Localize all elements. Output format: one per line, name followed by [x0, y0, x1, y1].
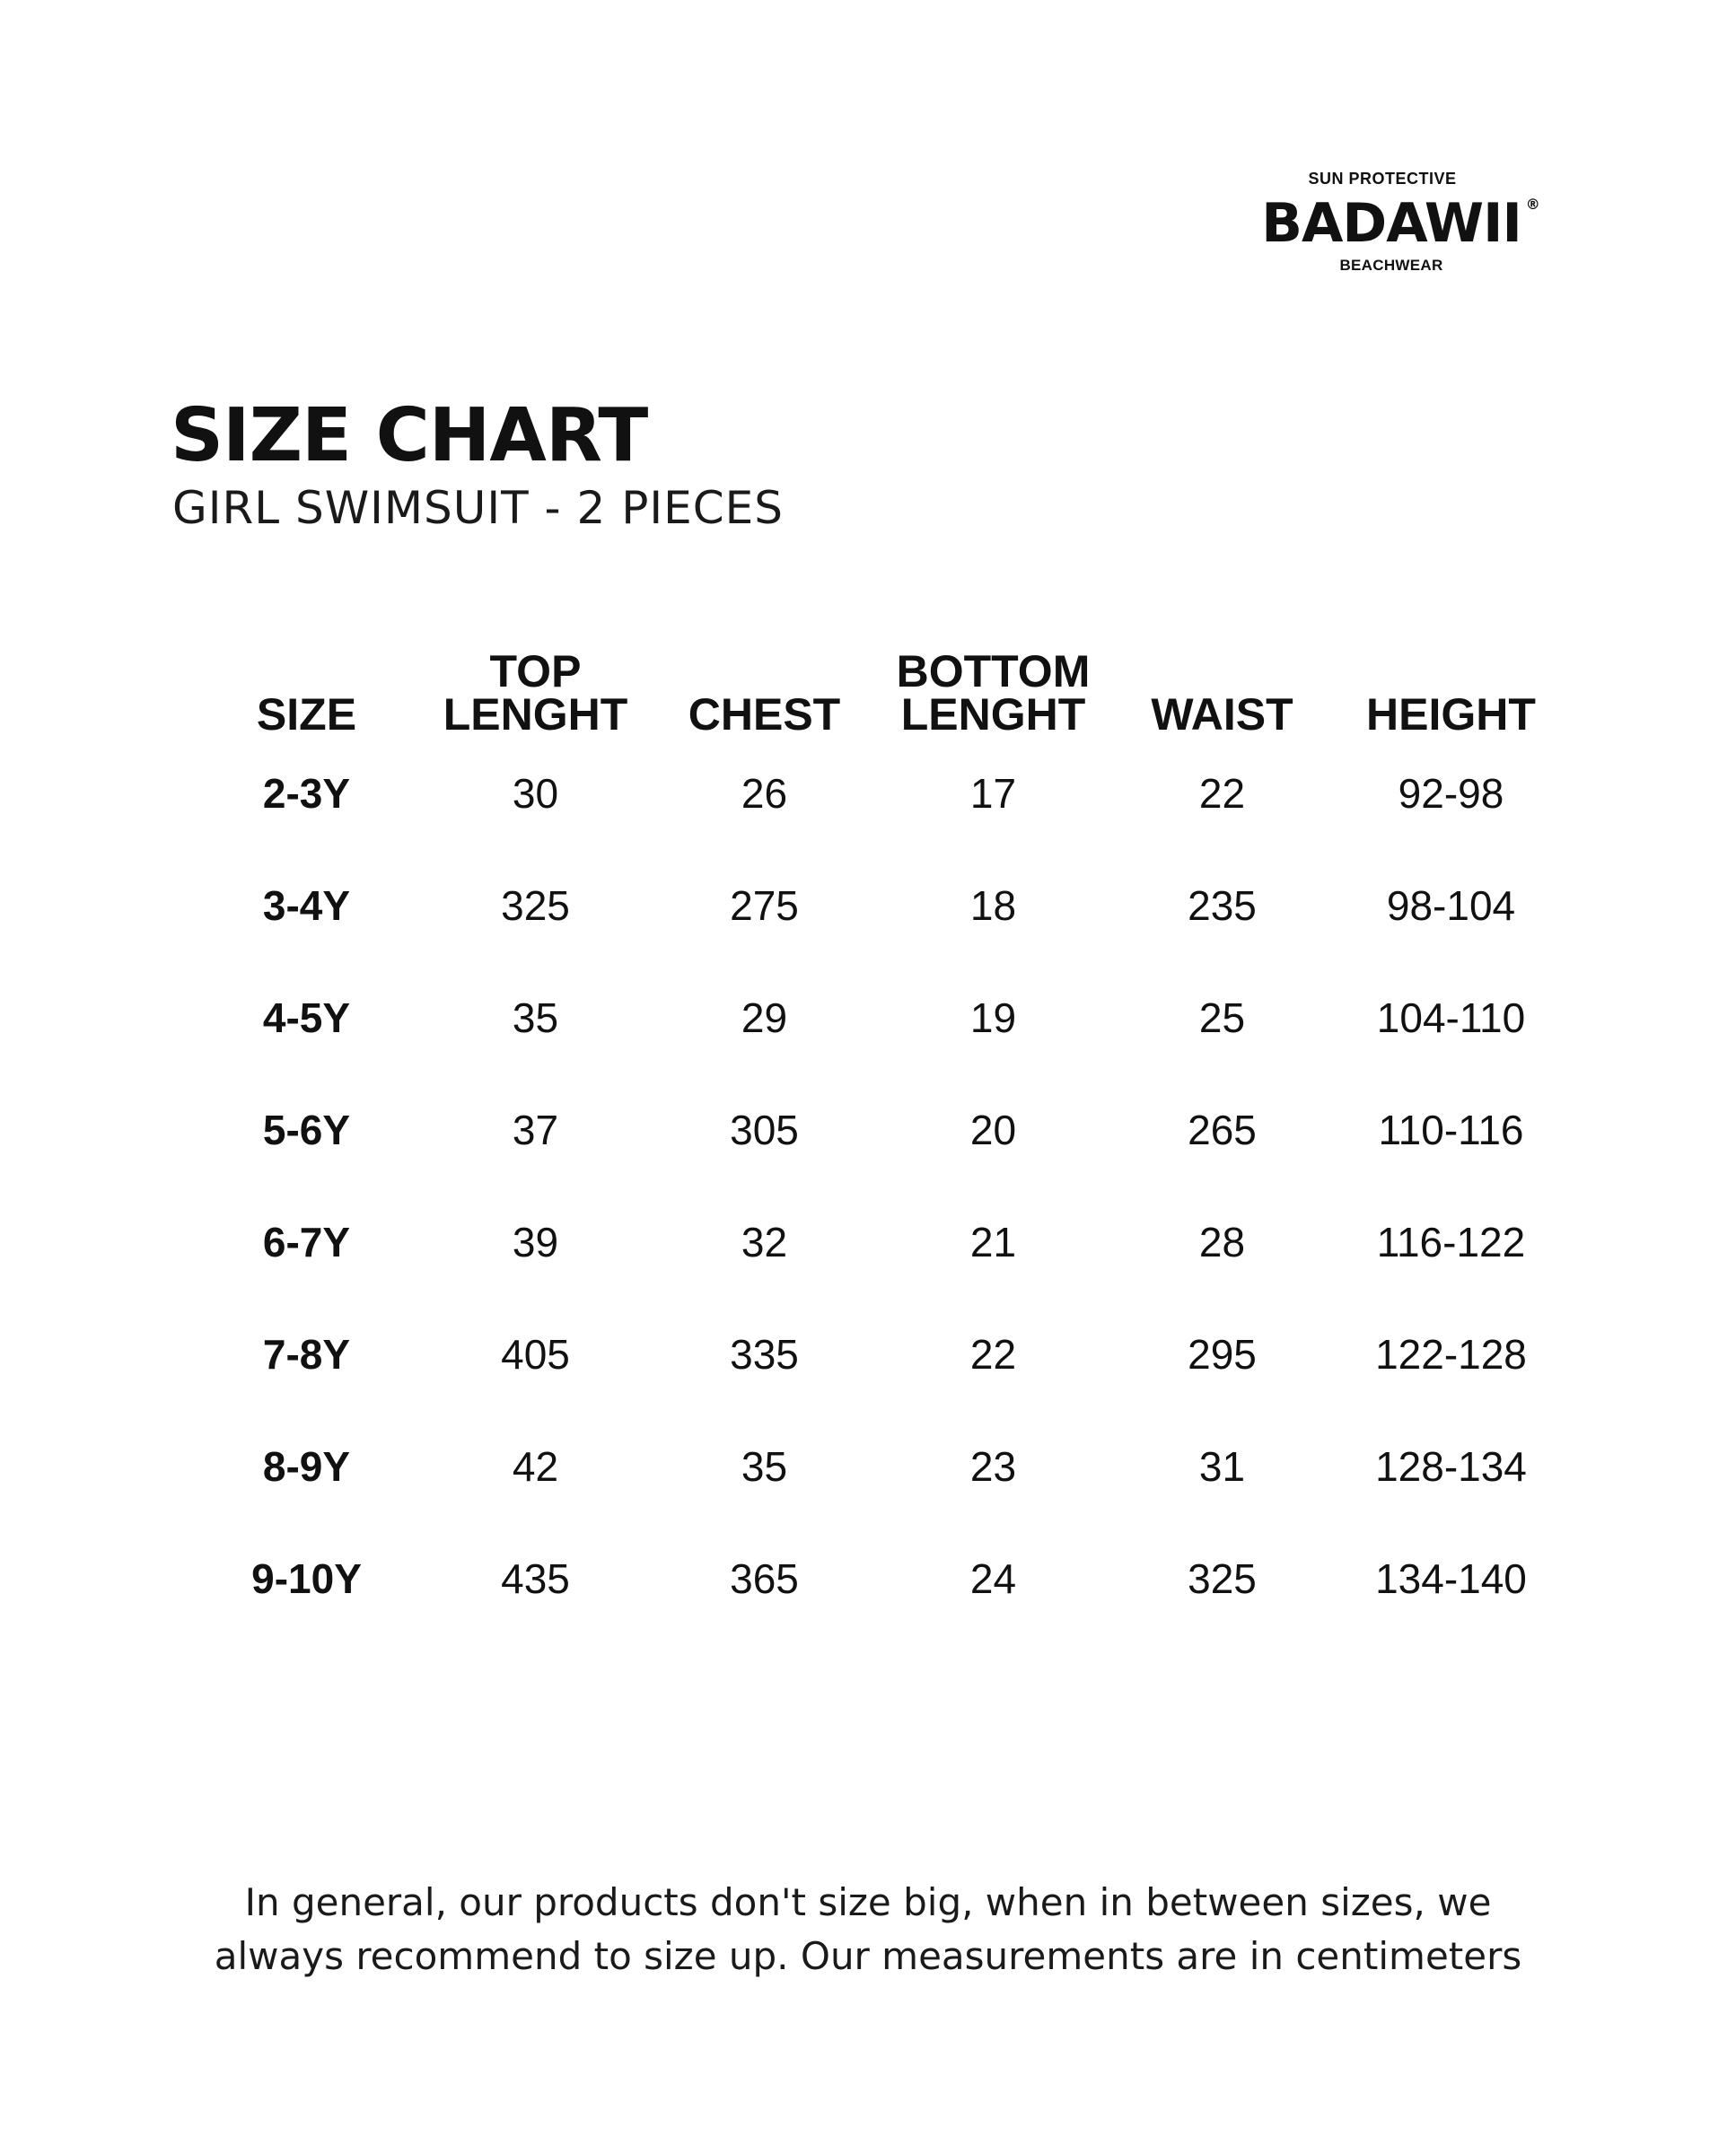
- brand-logo: [1252, 169, 1539, 275]
- cell-bottom-length: 21: [969, 1218, 1017, 1265]
- header-chest: [650, 689, 879, 740]
- cell-top-length: 42: [512, 1442, 559, 1490]
- cell-bottom-length: 23: [969, 1442, 1017, 1490]
- table-row: [192, 961, 1565, 1073]
- header-top-length-line2: LENGHT: [443, 689, 628, 740]
- cell-waist: 28: [1198, 1218, 1246, 1265]
- cell-chest: 305: [730, 1106, 799, 1153]
- table-row: [192, 1522, 1565, 1634]
- table-row: [192, 738, 1565, 849]
- cell-bottom-length: 19: [969, 994, 1017, 1041]
- cell-bottom-length: 24: [969, 1554, 1017, 1602]
- cell-chest: 335: [730, 1330, 799, 1378]
- cell-top-length: 325: [501, 881, 570, 929]
- cell-height: 110-116: [1378, 1106, 1524, 1153]
- cell-height: 128-134: [1375, 1442, 1527, 1490]
- page-title: SIZE CHART: [171, 393, 648, 478]
- cell-size: 6-7Y: [262, 1218, 351, 1265]
- header-height: [1337, 689, 1565, 740]
- cell-size: 8-9Y: [262, 1442, 351, 1490]
- cell-waist: 265: [1188, 1106, 1257, 1153]
- header-waist: [1108, 689, 1337, 740]
- table-row: [192, 1410, 1565, 1522]
- cell-size: 9-10Y: [251, 1554, 362, 1602]
- cell-height: 116-122: [1376, 1218, 1526, 1265]
- page-subtitle: GIRL SWIMSUIT - 2 PIECES: [172, 482, 784, 534]
- cell-chest: 275: [730, 881, 799, 929]
- cell-height: 104-110: [1376, 994, 1526, 1041]
- header-bottom-length: [879, 646, 1108, 740]
- table-row: [192, 849, 1565, 961]
- cell-chest: 365: [730, 1554, 799, 1602]
- cell-top-length: 435: [501, 1554, 570, 1602]
- cell-bottom-length: 17: [969, 770, 1017, 817]
- table-row: [192, 1073, 1565, 1186]
- cell-waist: 235: [1188, 881, 1257, 929]
- sizing-note-line1: In general, our products don't size big, when in between sizes, we: [244, 1880, 1492, 1924]
- cell-top-length: 39: [512, 1218, 559, 1265]
- cell-chest: 32: [741, 1218, 788, 1265]
- header-top-length: [421, 646, 650, 740]
- cell-bottom-length: 18: [969, 881, 1017, 929]
- header-height-line2: HEIGHT: [1366, 689, 1536, 740]
- table-body: [192, 738, 1565, 1634]
- cell-waist: 22: [1198, 770, 1246, 817]
- header-waist-line2: WAIST: [1151, 689, 1293, 740]
- cell-waist: 31: [1198, 1442, 1246, 1490]
- cell-height: 122-128: [1375, 1330, 1527, 1378]
- cell-chest: 26: [741, 770, 788, 817]
- header-chest-line2: CHEST: [688, 689, 841, 740]
- cell-top-length: 405: [501, 1330, 570, 1378]
- cell-height: 92-98: [1398, 770, 1504, 817]
- cell-size: 4-5Y: [262, 994, 351, 1041]
- registered-mark: ®: [1525, 196, 1539, 213]
- size-chart-table: [192, 628, 1565, 1634]
- cell-waist: 295: [1188, 1330, 1257, 1378]
- header-bottom-length-line1: BOTTOM: [896, 646, 1091, 696]
- cell-top-length: 37: [512, 1106, 559, 1153]
- header-bottom-length-line2: LENGHT: [900, 689, 1086, 740]
- table-header-row: [192, 628, 1565, 740]
- header-size: [192, 689, 421, 740]
- cell-top-length: 35: [512, 994, 559, 1041]
- cell-size: 5-6Y: [262, 1106, 351, 1153]
- sizing-note: [108, 1876, 1628, 1983]
- cell-chest: 29: [741, 994, 788, 1041]
- header-top-length-line1: TOP: [489, 646, 582, 696]
- cell-size: 7-8Y: [262, 1330, 351, 1378]
- header-size-line2: SIZE: [256, 689, 357, 740]
- cell-waist: 25: [1198, 994, 1246, 1041]
- logo-brand-text: BADAWII: [1261, 192, 1521, 255]
- table-row: [192, 1186, 1565, 1298]
- logo-tagline-bottom: BEACHWEAR: [1339, 257, 1443, 274]
- cell-size: 2-3Y: [262, 770, 351, 817]
- cell-bottom-length: 20: [969, 1106, 1017, 1153]
- logo-tagline-top: SUN PROTECTIVE: [1308, 170, 1457, 188]
- cell-waist: 325: [1188, 1554, 1257, 1602]
- cell-bottom-length: 22: [969, 1330, 1017, 1378]
- logo-brand-name: [1261, 192, 1539, 255]
- cell-height: 134-140: [1375, 1554, 1527, 1602]
- cell-chest: 35: [741, 1442, 788, 1490]
- table-row: [192, 1298, 1565, 1410]
- sizing-note-line2: always recommend to size up. Our measurements are in centimeters: [214, 1934, 1522, 1978]
- cell-top-length: 30: [512, 770, 559, 817]
- cell-size: 3-4Y: [262, 881, 351, 929]
- cell-height: 98-104: [1386, 881, 1516, 929]
